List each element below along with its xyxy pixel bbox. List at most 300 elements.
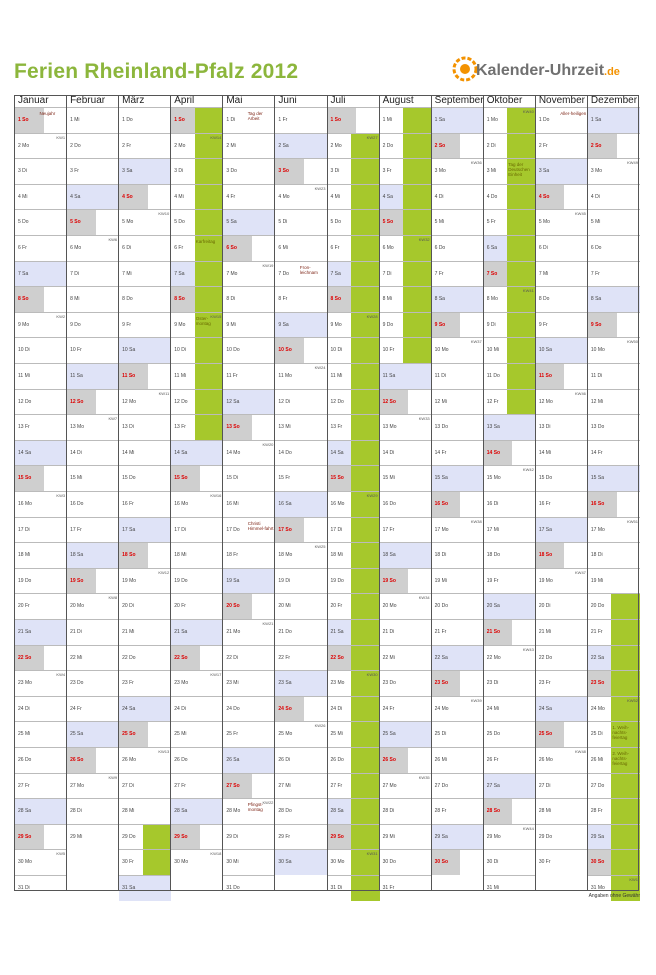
- day-cell: [328, 721, 380, 747]
- day-cell: [275, 235, 327, 261]
- day-label: 2 Mo: [18, 142, 30, 149]
- day-label: 12 So: [382, 398, 396, 405]
- day-cell: [171, 619, 223, 645]
- day-label: 2 Fr: [538, 142, 548, 149]
- day-label: 12 Do: [330, 398, 344, 405]
- day-label: 2 Di: [486, 142, 496, 149]
- day-label: 14 Sa: [330, 449, 344, 456]
- week-number: KW18: [210, 851, 222, 857]
- day-cell: [171, 645, 223, 671]
- day-cell: [328, 440, 380, 466]
- day-label: 15 So: [18, 475, 32, 482]
- day-label: 18 Sa: [70, 552, 84, 559]
- day-label: 10 Di: [330, 347, 343, 354]
- day-cell: [15, 158, 67, 184]
- day-label: 6 Sa: [486, 245, 498, 251]
- day-label: 14 Sa: [18, 449, 32, 456]
- week-number: KW9: [108, 774, 118, 780]
- day-cell: [119, 209, 171, 235]
- day-label: 8 Do: [122, 296, 133, 303]
- day-label: 16 Do: [70, 501, 84, 507]
- day-label: 8 So: [330, 296, 342, 303]
- day-cell: [275, 670, 327, 696]
- holiday-bar: [195, 262, 224, 287]
- day-label: 29 Mo: [486, 833, 501, 840]
- day-cell: [432, 465, 484, 491]
- day-label: 1 So: [18, 117, 29, 123]
- day-label: 11 Di: [434, 373, 446, 379]
- day-label: 18 Sa: [382, 552, 396, 559]
- day-cell: [119, 849, 171, 875]
- day-cell: [275, 849, 327, 875]
- day-label: 6 Fr: [18, 245, 27, 251]
- day-cell: [171, 721, 223, 747]
- day-label: 7 So: [486, 270, 498, 277]
- holiday-bar: [403, 108, 432, 133]
- day-label: 21 Sa: [330, 629, 344, 635]
- day-cell: [67, 696, 119, 722]
- month-header: Mai: [226, 95, 243, 106]
- day-label: 25 Fr: [226, 731, 238, 738]
- day-label: 30 Fr: [122, 859, 134, 866]
- day-cell: [328, 645, 380, 671]
- day-label: 24 Di: [174, 705, 186, 712]
- day-label: 27 Do: [590, 782, 605, 789]
- day-cell: [15, 798, 67, 824]
- week-number: KW33: [418, 416, 430, 422]
- holiday-bar: [351, 876, 380, 901]
- month-header: Dezember: [590, 95, 638, 106]
- holiday-bar: [351, 262, 380, 287]
- day-label: 11 Mi: [174, 373, 187, 379]
- day-cell: [119, 184, 171, 210]
- day-label: 20 So: [226, 603, 240, 610]
- day-cell: [275, 158, 327, 184]
- day-label: 11 Sa: [382, 373, 396, 379]
- day-cell: [223, 184, 275, 210]
- holiday-bar: [403, 287, 432, 312]
- day-cell: [119, 798, 171, 824]
- day-label: 17 Di: [330, 526, 343, 533]
- day-cell: [15, 875, 67, 901]
- day-label: 17 Mi: [486, 526, 499, 533]
- day-label: 14 So: [486, 449, 501, 456]
- day-cell: [432, 363, 484, 389]
- day-label: 16 Do: [382, 501, 396, 507]
- day-label: 4 Mi: [330, 193, 340, 200]
- day-label: 21 Mi: [122, 629, 135, 635]
- day-cell: [484, 849, 536, 875]
- day-label: 19 Mo: [122, 577, 137, 584]
- day-label: 26 Sa: [226, 757, 240, 763]
- holiday-bar: [143, 850, 172, 875]
- day-cell: [223, 773, 275, 799]
- day-label: 31 Mi: [486, 885, 499, 891]
- day-cell: [223, 286, 275, 312]
- holiday-bar: [351, 518, 380, 543]
- week-number: KW28: [366, 313, 378, 319]
- week-number: KW3: [56, 493, 66, 498]
- day-cell: [15, 440, 67, 466]
- day-cell: [536, 363, 588, 389]
- day-cell: [15, 184, 67, 210]
- week-number: KW40: [522, 109, 534, 114]
- day-label: 20 Sa: [486, 603, 500, 610]
- day-label: 22 Mi: [382, 654, 395, 661]
- day-label: 29 Do: [538, 833, 553, 840]
- day-cell: [119, 568, 171, 594]
- day-label: 1 Mo: [486, 117, 498, 123]
- day-cell: [223, 593, 275, 619]
- day-label: 8 Mi: [382, 296, 393, 303]
- day-label: 13 Di: [122, 424, 134, 431]
- day-label: 30 So: [590, 859, 605, 866]
- day-label: 25 Do: [486, 731, 501, 738]
- day-label: 11 So: [122, 373, 136, 379]
- day-cell: [223, 363, 275, 389]
- page-title: Ferien Rheinland-Pfalz 2012: [14, 60, 299, 83]
- day-cell: [588, 645, 640, 671]
- month-header: Januar: [18, 95, 49, 106]
- day-label: 23 Mi: [226, 680, 239, 687]
- day-cell: [275, 440, 327, 466]
- day-label: 29 So: [18, 833, 32, 840]
- day-cell: [171, 286, 223, 312]
- day-cell: [67, 773, 119, 799]
- day-cell: [536, 133, 588, 159]
- holiday-note: Christi Himmel-fahrt: [247, 520, 274, 531]
- day-label: 20 Mo: [70, 603, 84, 610]
- week-number: KW13: [158, 749, 170, 754]
- day-cell: [484, 209, 536, 235]
- day-label: 26 Do: [18, 757, 32, 763]
- day-cell: [588, 158, 640, 184]
- day-label: 9 Mo: [174, 321, 186, 328]
- week-number: KW11: [158, 390, 170, 396]
- day-cell: [328, 568, 380, 594]
- day-label: 11 Fr: [226, 373, 238, 379]
- day-cell: [432, 261, 484, 287]
- day-cell: [536, 849, 588, 875]
- day-cell: [484, 235, 536, 261]
- day-cell: [67, 312, 119, 338]
- day-label: 7 Mi: [538, 270, 549, 277]
- day-label: 17 Sa: [122, 526, 136, 533]
- day-cell: [171, 235, 223, 261]
- day-cell: [484, 696, 536, 722]
- day-cell: [119, 235, 171, 261]
- day-label: 9 Do: [70, 321, 81, 328]
- day-cell: [432, 312, 484, 338]
- day-cell: [67, 286, 119, 312]
- day-label: 4 Mi: [18, 193, 28, 200]
- day-label: 23 Do: [70, 680, 84, 687]
- day-label: 13 Do: [590, 424, 605, 431]
- day-cell: [588, 593, 640, 619]
- day-label: 2 Mi: [226, 142, 236, 149]
- day-label: 24 Fr: [70, 705, 82, 712]
- day-label: 3 Fr: [70, 168, 79, 175]
- day-label: 30 Mo: [174, 859, 189, 866]
- week-number: KW50: [627, 339, 638, 345]
- day-label: 19 Mi: [590, 577, 604, 584]
- day-label: 26 So: [382, 757, 396, 763]
- day-label: 19 Fr: [486, 577, 499, 584]
- day-label: 15 So: [330, 475, 344, 482]
- day-label: 31 Di: [18, 885, 30, 891]
- day-cell: [15, 593, 67, 619]
- day-label: 2 Mo: [174, 142, 186, 149]
- day-cell: [171, 747, 223, 773]
- day-label: 20 Di: [122, 603, 134, 610]
- day-cell: [15, 721, 67, 747]
- day-label: 8 Do: [538, 296, 550, 303]
- day-label: 12 Sa: [226, 398, 240, 405]
- day-label: 19 Di: [278, 577, 291, 584]
- day-cell: [67, 261, 119, 287]
- day-label: 10 Fr: [382, 347, 395, 354]
- day-cell: [171, 824, 223, 850]
- day-label: 5 Do: [18, 219, 29, 226]
- day-cell: [223, 389, 275, 415]
- day-label: 22 Mo: [486, 654, 501, 661]
- day-cell: [275, 465, 327, 491]
- day-label: 29 So: [174, 833, 188, 840]
- holiday-note: 2. Weih-nachts-feiertag: [612, 751, 630, 766]
- holiday-note: Tag der Deutschen Einheit: [508, 162, 530, 178]
- day-label: 9 So: [590, 321, 602, 328]
- day-cell: [380, 363, 432, 389]
- day-label: 30 Do: [382, 859, 396, 866]
- day-cell: [275, 389, 327, 415]
- day-label: 17 Fr: [70, 526, 82, 533]
- day-cell: [223, 440, 275, 466]
- day-cell: [432, 619, 484, 645]
- day-cell: [119, 107, 171, 133]
- day-cell: [380, 568, 432, 594]
- day-cell: [588, 619, 640, 645]
- day-label: 26 Mo: [122, 757, 137, 763]
- day-label: 31 Mo: [590, 885, 605, 891]
- week-number: KW24: [314, 365, 326, 370]
- day-cell: [67, 824, 119, 850]
- day-cell: [588, 414, 640, 440]
- week-number: KW15: [210, 313, 222, 319]
- day-label: 1 Mi: [70, 117, 80, 123]
- day-label: 5 Di: [278, 219, 288, 226]
- holiday-note: Neujahr: [39, 111, 56, 116]
- week-number: KW32: [418, 237, 430, 242]
- day-cell: [171, 337, 223, 363]
- day-cell: [15, 645, 67, 671]
- day-label: 5 Do: [330, 219, 342, 226]
- day-label: 11 Di: [590, 373, 603, 379]
- day-cell: [484, 389, 536, 415]
- day-label: 16 Mo: [174, 501, 189, 507]
- day-cell: [67, 542, 119, 568]
- day-cell: [588, 337, 640, 363]
- day-cell: [275, 261, 327, 287]
- day-cell: [432, 593, 484, 619]
- day-label: 24 So: [278, 705, 292, 712]
- day-cell: [536, 184, 588, 210]
- day-cell: [171, 133, 223, 159]
- day-cell: [119, 645, 171, 671]
- day-label: 4 So: [122, 193, 133, 200]
- day-label: 19 So: [382, 577, 396, 584]
- day-cell: [380, 261, 432, 287]
- day-label: 13 So: [226, 424, 240, 431]
- day-label: 3 Sa: [122, 168, 133, 175]
- day-cell: [223, 209, 275, 235]
- day-label: 9 Mo: [330, 321, 342, 328]
- day-cell: [536, 824, 588, 850]
- day-label: 31 Sa: [122, 885, 136, 891]
- day-label: 28 Fr: [434, 808, 447, 815]
- day-cell: [223, 235, 275, 261]
- day-label: 6 Di: [122, 245, 132, 251]
- month-header: November: [538, 95, 585, 106]
- day-label: 27 Mo: [382, 782, 397, 789]
- day-label: 1 So: [174, 117, 185, 123]
- day-cell: [588, 517, 640, 543]
- day-cell: [328, 773, 380, 799]
- day-label: 14 Fr: [434, 449, 447, 456]
- day-label: 24 Di: [18, 705, 30, 712]
- day-label: 11 So: [538, 373, 552, 379]
- day-cell: [380, 875, 432, 901]
- day-label: 28 Mi: [122, 808, 135, 815]
- day-label: 22 So: [174, 654, 188, 661]
- day-cell: [328, 619, 380, 645]
- day-label: 1 Di: [226, 117, 236, 123]
- day-cell: [588, 286, 640, 312]
- day-cell: [119, 286, 171, 312]
- day-label: 7 Mo: [226, 270, 238, 277]
- day-cell: [275, 798, 327, 824]
- day-cell: [536, 235, 588, 261]
- clock-logo-icon: [452, 56, 478, 82]
- day-label: 9 So: [434, 321, 446, 328]
- day-cell: [380, 158, 432, 184]
- holiday-bar: [351, 210, 380, 235]
- day-label: 12 So: [70, 398, 84, 405]
- week-number: KW21: [262, 621, 274, 626]
- week-number: KW19: [262, 262, 274, 268]
- day-cell: [328, 184, 380, 210]
- day-cell: [119, 875, 171, 901]
- day-cell: [223, 133, 275, 159]
- day-label: 19 Mi: [434, 577, 447, 584]
- month-column: [274, 95, 327, 891]
- day-label: 23 Do: [382, 680, 396, 687]
- day-cell: [588, 849, 640, 875]
- day-cell: [328, 491, 380, 517]
- week-number: KW49: [627, 160, 638, 166]
- month-column: [431, 95, 484, 891]
- day-cell: [171, 542, 223, 568]
- day-label: 17 Di: [18, 526, 30, 533]
- holiday-bar: [611, 825, 640, 850]
- day-cell: [484, 312, 536, 338]
- day-cell: [432, 849, 484, 875]
- holiday-note: Aller-heiligen: [560, 111, 587, 116]
- month-header: Juni: [278, 95, 297, 106]
- day-label: 21 So: [486, 629, 501, 635]
- day-cell: [432, 337, 484, 363]
- day-label: 25 Di: [434, 731, 447, 738]
- day-cell: [275, 133, 327, 159]
- day-cell: [119, 824, 171, 850]
- holiday-bar: [507, 262, 536, 287]
- day-label: 10 Sa: [122, 347, 136, 354]
- day-label: 3 Di: [330, 168, 340, 175]
- day-cell: [588, 773, 640, 799]
- day-label: 13 Fr: [330, 424, 343, 431]
- holiday-bar: [351, 748, 380, 773]
- day-label: 19 Mo: [538, 577, 553, 584]
- holiday-bar: [351, 185, 380, 210]
- day-cell: [484, 593, 536, 619]
- day-cell: [536, 491, 588, 517]
- day-cell: [380, 721, 432, 747]
- day-label: 12 Mi: [434, 398, 447, 405]
- day-label: 7 Di: [70, 270, 79, 277]
- disclaimer: Angaben ohne Gewähr: [588, 893, 640, 899]
- holiday-bar: [195, 415, 224, 440]
- week-number: KW46: [575, 390, 586, 396]
- day-label: 4 Mi: [174, 193, 184, 200]
- day-cell: [67, 158, 119, 184]
- day-label: 1 Sa: [434, 117, 445, 123]
- day-cell: [328, 465, 380, 491]
- day-label: 5 Mo: [538, 219, 550, 226]
- day-label: 14 Fr: [590, 449, 603, 456]
- week-number: KW44: [522, 825, 534, 831]
- day-label: 29 Mi: [70, 833, 83, 840]
- week-number: KW52: [627, 697, 638, 703]
- day-label: 12 Do: [174, 398, 188, 405]
- day-label: 29 Do: [122, 833, 136, 840]
- day-label: 30 Di: [486, 859, 499, 866]
- day-cell: [15, 849, 67, 875]
- day-cell: [484, 824, 536, 850]
- day-label: 8 Sa: [434, 296, 445, 303]
- day-cell: [223, 670, 275, 696]
- month-header: März: [122, 95, 145, 106]
- day-label: 13 Fr: [174, 424, 186, 431]
- day-cell: [536, 261, 588, 287]
- day-cell: [536, 645, 588, 671]
- logo[interactable]: [452, 52, 642, 92]
- day-cell: [119, 696, 171, 722]
- day-label: 23 Mo: [174, 680, 189, 687]
- week-number: KW12: [158, 569, 170, 575]
- day-cell: [15, 209, 67, 235]
- day-label: 15 Sa: [434, 475, 448, 482]
- day-label: 20 Mi: [278, 603, 291, 610]
- day-cell: [536, 414, 588, 440]
- holiday-bar: [351, 466, 380, 491]
- day-cell: [328, 261, 380, 287]
- day-label: 2 Mo: [330, 142, 342, 149]
- day-cell: [536, 107, 588, 133]
- day-label: 1 Sa: [590, 117, 602, 123]
- day-cell: [223, 158, 275, 184]
- day-cell: [484, 773, 536, 799]
- day-label: 8 Fr: [278, 296, 288, 303]
- day-label: 6 Mo: [70, 245, 82, 251]
